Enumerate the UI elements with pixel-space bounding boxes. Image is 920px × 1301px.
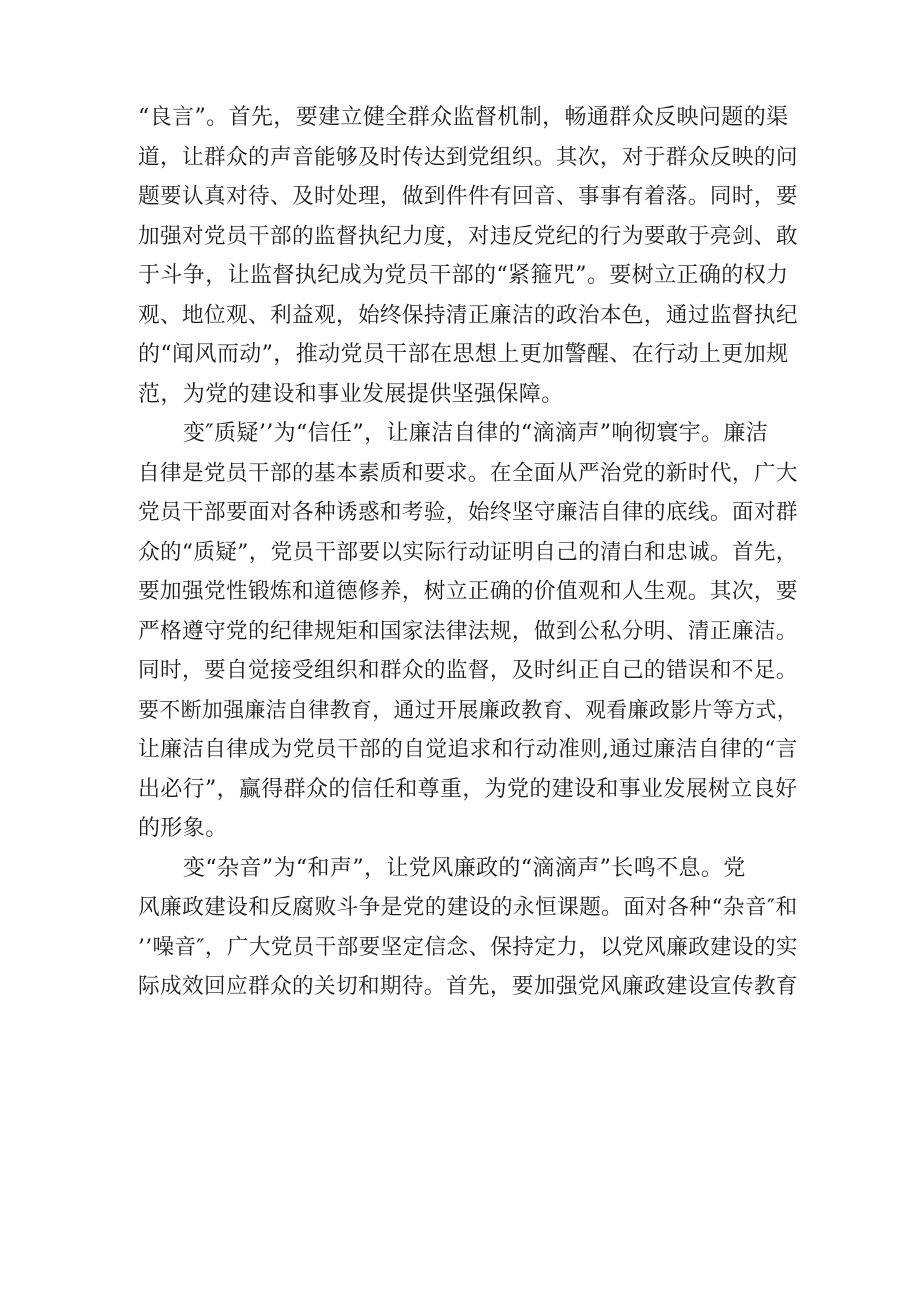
paragraph-first-line: 变″质疑’’为“信任”，让廉洁自律的“滴滴声”响彻寰宇。廉洁 (183, 421, 769, 446)
text-line: 严格遵守党的纪律规矩和国家法律法规，做到公私分明、清正廉洁。 (138, 618, 798, 644)
text-line: 范，为党的建设和事业发展提供坚强保障。 (138, 381, 564, 407)
text-line: 风廉政建设和反腐败斗争是党的建设的永恒课题。面对各种“杂音″和 (138, 895, 798, 920)
text-line: 自律是党员干部的基本素质和要求。在全面从严治党的新时代，广大 (138, 460, 798, 486)
text-line: 题要认真对待、及时处理，做到件件有回音、事事有着落。同时，要 (138, 184, 798, 209)
text-line: 出必行”，赢得群众的信任和尊重，为党的建设和事业发展树立良好 (138, 776, 798, 802)
paragraph-first-line: 变“杂音”为“和声”，让党风廉政的“滴滴声”长鸣不息。党 (183, 855, 746, 881)
text-line: 同时，要自觉接受组织和群众的监督，及时纠正自己的错误和不足。 (138, 658, 798, 683)
body-text (138, 98, 798, 1007)
text-line: 道，让群众的声音能够及时传达到党组织。其次，对于群众反映的问 (138, 144, 798, 170)
text-line: 党员干部要面对各种诱惑和考验，始终坚守廉洁自律的底线。面对群 (138, 500, 798, 525)
text-line: “良言”。首先，要建立健全群众监督机制，畅通群众反映问题的渠 (138, 105, 789, 130)
text-line: 让廉洁自律成为党员干部的自觉追求和行动准则,通过廉洁自律的“言 (138, 737, 798, 762)
text-line: 观、地位观、利益观，始终保持清正廉洁的政治本色，通过监督执纪 (138, 302, 798, 328)
text-line: 的形象。 (138, 816, 228, 841)
text-line: 要加强党性锻炼和道德修养，树立正确的价值观和人生观。其次，要 (138, 579, 798, 604)
text-line: ’’噪音″，广大党员干部要坚定信念、保持定力，以党风廉政建设的实 (138, 934, 798, 960)
text-line: 众的“质疑”，党员干部要以实际行动证明自己的清白和忠诚。首先， (138, 539, 798, 565)
text-line: 要不断加强廉洁自律教育，通过开展廉政教育、观看廉政影片等方式， (138, 697, 799, 722)
text-line: 际成效回应群众的关切和期待。首先，要加强党风廉政建设宣传教育 (138, 974, 798, 999)
text-line: 的“闻风而动”，推动党员干部在思想上更加警醒、在行动上更加规 (138, 342, 789, 367)
text-line: 加强对党员干部的监督执纪力度，对违反党纪的行为要敢于亮剑、敢 (138, 223, 798, 249)
text-line: 于斗争，让监督执纪成为党员干部的“紧箍咒”。要树立正确的权力 (138, 263, 789, 288)
